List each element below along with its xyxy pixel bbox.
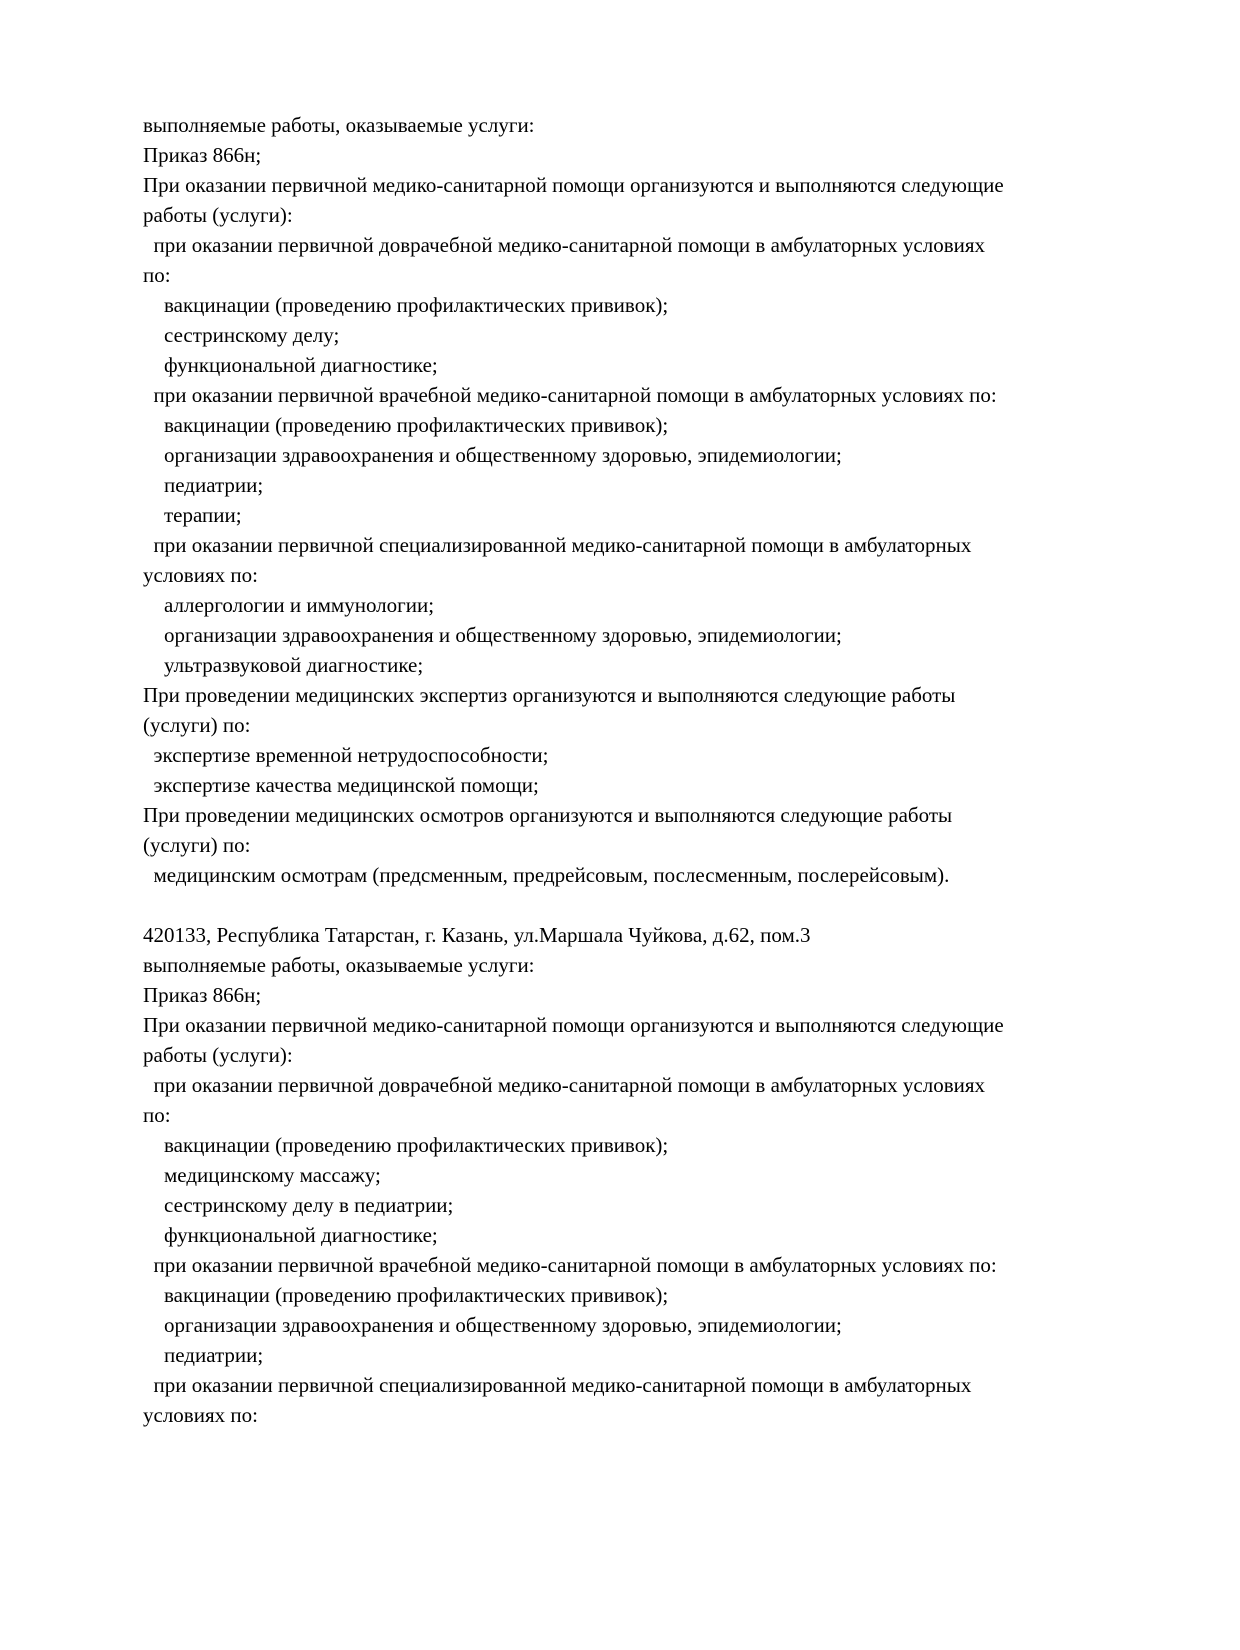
text-line: экспертизе качества медицинской помощи;	[143, 773, 539, 797]
text-line: выполняемые работы, оказываемые услуги:	[143, 953, 535, 977]
text-line: вакцинации (проведению профилактических прививок);	[143, 1133, 669, 1157]
text-line: функциональной диагностике;	[143, 1223, 438, 1247]
text-line: по:	[143, 1103, 171, 1127]
text-line: вакцинации (проведению профилактических прививок);	[143, 1283, 669, 1307]
text-line: работы (услуги):	[143, 203, 293, 227]
text-line: терапии;	[143, 503, 242, 527]
text-line: функциональной диагностике;	[143, 353, 438, 377]
text-line: при оказании первичной доврачебной медико-санитарной помощи в амбулаторных условиях	[143, 1073, 986, 1097]
text-line: при оказании первичной специализированной медико-санитарной помощи в амбулаторных	[143, 1373, 972, 1397]
text-line: педиатрии;	[143, 473, 264, 497]
text-line: медицинскому массажу;	[143, 1163, 381, 1187]
text-line: экспертизе временной нетрудоспособности;	[143, 743, 549, 767]
text-line: Приказ 866н;	[143, 983, 262, 1007]
text-line: по:	[143, 263, 171, 287]
text-line: сестринскому делу в педиатрии;	[143, 1193, 454, 1217]
text-line: работы (услуги):	[143, 1043, 293, 1067]
text-line: условиях по:	[143, 1403, 258, 1427]
text-line: При оказании первичной медико-санитарной помощи организуются и выполняются следующие	[143, 173, 1004, 197]
text-line: условиях по:	[143, 563, 258, 587]
text-line: ультразвуковой диагностике;	[143, 653, 424, 677]
text-line: аллергологии и иммунологии;	[143, 593, 435, 617]
text-line: При проведении медицинских осмотров организуются и выполняются следующие работы	[143, 803, 953, 827]
license-works-services-text	[143, 110, 1190, 1430]
text-line: 420133, Республика Татарстан, г. Казань, ул.Маршала Чуйкова, д.62, пом.3	[143, 923, 811, 947]
text-line: организации здравоохранения и общественному здоровью, эпидемиологии;	[143, 623, 842, 647]
text-line: организации здравоохранения и общественному здоровью, эпидемиологии;	[143, 1313, 842, 1337]
text-line: при оказании первичной доврачебной медико-санитарной помощи в амбулаторных условиях	[143, 233, 986, 257]
blank-line	[143, 890, 1190, 920]
text-line: при оказании первичной специализированной медико-санитарной помощи в амбулаторных	[143, 533, 972, 557]
text-line: вакцинации (проведению профилактических прививок);	[143, 293, 669, 317]
text-line: выполняемые работы, оказываемые услуги:	[143, 113, 535, 137]
text-line: сестринскому делу;	[143, 323, 340, 347]
text-line: При оказании первичной медико-санитарной помощи организуются и выполняются следующие	[143, 1013, 1004, 1037]
text-line: вакцинации (проведению профилактических прививок);	[143, 413, 669, 437]
text-line: (услуги) по:	[143, 833, 251, 857]
text-line: (услуги) по:	[143, 713, 251, 737]
text-line: при оказании первичной врачебной медико-санитарной помощи в амбулаторных условиях по:	[143, 1253, 997, 1277]
text-line: при оказании первичной врачебной медико-санитарной помощи в амбулаторных условиях по:	[143, 383, 997, 407]
text-line: организации здравоохранения и общественному здоровью, эпидемиологии;	[143, 443, 842, 467]
text-line: При проведении медицинских экспертиз организуются и выполняются следующие работы	[143, 683, 956, 707]
text-line: медицинским осмотрам (предсменным, предрейсовым, послесменным, послерейсовым).	[143, 863, 950, 887]
text-line: педиатрии;	[143, 1343, 264, 1367]
text-line: Приказ 866н;	[143, 143, 262, 167]
